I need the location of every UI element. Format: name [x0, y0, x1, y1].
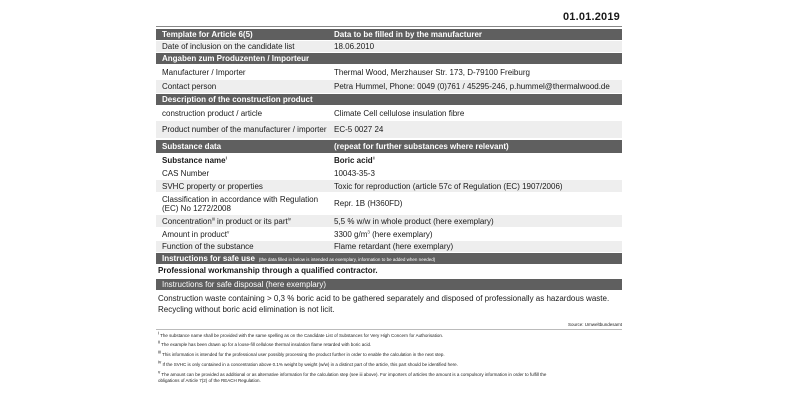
classification-value: Repr. 1B (H360FD) [334, 199, 403, 208]
inclusion-label: Date of inclusion on the candidate list [162, 42, 295, 51]
amount-label: Amount in product$^v$ [162, 228, 230, 239]
source-credit: Source: Umweltbundesamt [567, 322, 622, 327]
disposal-title: Instructions for safe disposal (here exemplary) [162, 280, 327, 289]
contact-row [156, 80, 622, 93]
product-label: construction product / article [162, 108, 263, 118]
product-number-row [156, 121, 622, 138]
safe-use-title: Instructions for safe use (the data filled in below is intended as exemplary, information to be added when needed) [162, 254, 436, 263]
substance-header-row [156, 140, 622, 153]
safe-use-text: Professional workmanship through a qualified contractor. [158, 266, 378, 275]
document-date: 01.01.2019 [562, 11, 620, 23]
safe-use-note: (the data filled in below is intended as exemplary, information to be added when needed) [258, 257, 436, 262]
manufacturer-row [156, 66, 622, 79]
producer-section-header [156, 53, 622, 64]
product-number-value: EC-5 0027 24 [334, 125, 384, 134]
substance-header-col1: Substance data [162, 142, 222, 151]
product-number-label: Product number of the manufacturer / importer [162, 125, 327, 134]
safe-use-header [156, 253, 622, 264]
footnote-i: $^i$ The substance name shall be provided with the same spelling as on the Candidate List of Substances for Very High Concern for Authorisation. [158, 330, 444, 338]
template-header-row [156, 29, 622, 40]
footnote-divider [156, 329, 622, 330]
cas-label: CAS Number [162, 168, 210, 178]
product-section-header [156, 94, 622, 105]
template-header-col2: Data to be filled in by the manufacturer [334, 30, 483, 39]
classification-label: Classification in accordance with Regulation (EC) No 1272/2008 [162, 194, 319, 213]
svhc-row [156, 180, 622, 192]
contact-label: Contact person [162, 82, 217, 91]
function-label: Function of the substance [162, 242, 254, 251]
footnote-ii: $^{ii}$ The example has been drawn up for a loose-fill cellulose thermal insulation flame retarded with boric acid. [158, 339, 372, 347]
function-value: Flame retardant (here exemplary) [334, 242, 454, 251]
top-divider [156, 26, 622, 27]
concentration-label: Concentration$^{iii}$ in product or its part$^{iv}$ [162, 215, 291, 226]
inclusion-value: 18.06.2010 [334, 42, 375, 51]
manufacturer-label: Manufacturer / Importer [162, 68, 246, 77]
substance-name-label: Substance name$^i$ [162, 155, 227, 165]
svhc-value: Toxic for reproduction (article 57c of Regulation (EC) 1907/2006) [334, 181, 563, 191]
document [156, 0, 622, 400]
cas-row [156, 167, 622, 179]
cas-value: 10043-35-3 [334, 168, 375, 178]
inclusion-row [156, 41, 622, 52]
substance-name-value: Boric acid$^{ii}$ [334, 155, 375, 165]
footnote-iv: $^{iv}$ If the SVHC is only contained in a concentration above 0.1% weight by weight (w/w) in a distinct part of the article, this part should be identified here. [158, 359, 458, 367]
footnote-v: $^v$ The amount can be provided as additional or as alternative information for the calculation step (see iii above). For importers of articles the amount is a compulsory information in order to fulfill the obligations of Article 7(2) of the REACH Regulation. [158, 369, 547, 383]
amount-value: 3300 $g/m^3$ (here exemplary) [334, 228, 433, 239]
manufacturer-value: Thermal Wood, Merzhauser Str. 173, D-79100 Freiburg [334, 68, 530, 77]
amount-row [156, 228, 622, 240]
template-header-col1: Template for Article 6(5) [162, 30, 253, 39]
function-row [156, 241, 622, 252]
product-row [156, 106, 622, 120]
product-section-title: Description of the construction product [162, 95, 313, 104]
footnote-iii: $^{iii}$ This information is intended for the professional user possibly processing the product further in order to enable the calculation in the next step. [158, 349, 445, 357]
concentration-value: 5,5 % w/w in whole product (here exemplary) [334, 216, 494, 226]
disposal-text-line2: Recycling without boric acid elimination is not licit. [158, 305, 335, 314]
classification-row [156, 193, 622, 214]
substance-name-row [156, 155, 622, 166]
product-value: Climate Cell cellulose insulation fibre [334, 108, 465, 118]
svhc-label: SVHC property or properties [162, 181, 263, 191]
disposal-header [156, 279, 622, 290]
concentration-row [156, 215, 622, 227]
substance-header-col2: (repeat for further substances where relevant) [334, 142, 509, 151]
contact-value: Petra Hummel, Phone: 0049 (0)761 / 45295-246, p.hummel@thermalwood.de [334, 82, 610, 91]
producer-section-title: Angaben zum Produzenten / Importeur [162, 54, 310, 63]
disposal-text-line1: Construction waste containing > 0,3 % boric acid to be gathered separately and disposed of professionally as hazardous waste. [158, 294, 610, 303]
